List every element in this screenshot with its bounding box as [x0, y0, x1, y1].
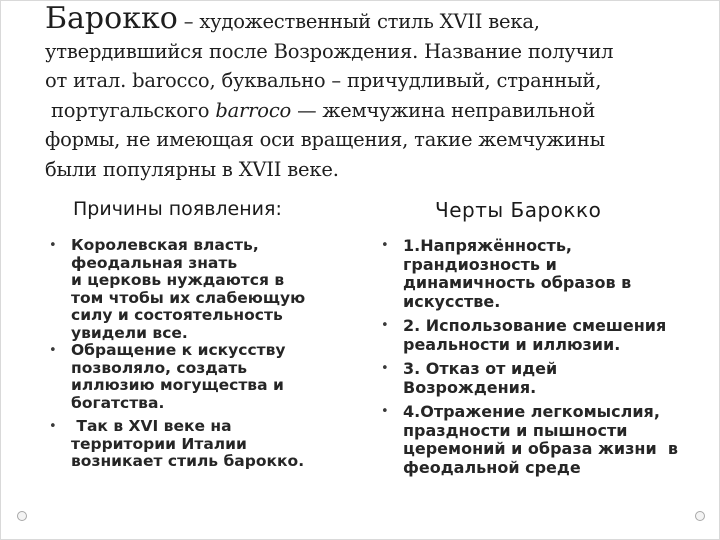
features-item-line: искусстве.: [403, 291, 501, 311]
features-item-line: 1.Напряжённость,: [403, 236, 573, 255]
features-item-line: 2. Использование смешения: [403, 316, 667, 335]
features-item-line: феодальной среде: [403, 457, 581, 477]
bullet-icon: •: [381, 404, 389, 419]
features-item-line: Возрождения.: [403, 377, 537, 397]
reasons-item-line: позволяло, создать: [71, 358, 248, 377]
reasons-item-line: возникает стиль барокко.: [71, 452, 305, 470]
bullet-icon: •: [49, 238, 57, 253]
reasons-list: [49, 236, 361, 471]
features-item-line: 3. Отказ от идей: [403, 359, 558, 378]
intro-line-2: утвердившийся после Возрождения. Название получил: [45, 39, 614, 63]
bullet-icon: •: [49, 419, 57, 434]
reasons-item-line: силу и состоятельность: [71, 306, 283, 324]
reasons-item-line: феодальная знать: [71, 253, 238, 272]
reasons-item-line: и церковь нуждаются в: [71, 271, 285, 289]
bullet-icon: •: [381, 318, 389, 333]
features-item-line: 4.Отражение легкомыслия,: [403, 402, 660, 421]
corner-dot-icon: [17, 511, 27, 521]
reasons-item-line: иллюзию могущества и: [71, 376, 284, 394]
reasons-item-line: увидели все.: [71, 323, 188, 342]
features-item-line: грандиозность и: [403, 254, 557, 274]
bullet-icon: •: [381, 361, 389, 376]
features-item: [381, 236, 713, 311]
term-baroque: Барокко: [45, 1, 178, 36]
intro-line-1: [45, 3, 705, 37]
intro-italic-word: barroco: [215, 98, 292, 122]
features-item: [381, 402, 713, 477]
reasons-heading: Причины появления:: [73, 198, 282, 220]
reasons-item: [49, 417, 361, 471]
reasons-item-line: том чтобы их слабеющую: [71, 288, 306, 307]
intro-line-4-start: португальского: [51, 98, 216, 122]
features-item: [381, 316, 713, 354]
reasons-item-line: Так в XVI веке на: [71, 417, 232, 435]
features-item-line: динамичность образов в: [403, 273, 632, 292]
reasons-item: [49, 236, 361, 342]
bullet-icon: •: [381, 238, 389, 253]
corner-dot-icon: [695, 511, 705, 521]
reasons-item-line: Обращение к искусству: [71, 341, 286, 359]
features-list: [381, 236, 713, 477]
intro-line-5: формы, не имеющая оси вращения, такие жемчужины: [45, 128, 605, 151]
reasons-item-line: богатства.: [71, 393, 165, 412]
features-item-line: реальности и иллюзии.: [403, 334, 621, 354]
intro-line-3: от итал. barocco, буквально – причудливый, странный,: [45, 69, 602, 92]
reasons-item: [49, 341, 361, 412]
reasons-item-line: Королевская власть,: [71, 236, 259, 254]
intro-paragraph: [45, 3, 705, 184]
features-item-line: церемоний и образа жизни в: [403, 439, 678, 458]
features-heading: Черты Барокко: [435, 198, 602, 222]
intro-line-1-rest: – художественный стиль XVII века,: [177, 10, 540, 33]
reasons-item-line: территории Италии: [71, 434, 247, 453]
features-item: [381, 359, 713, 397]
features-item-line: праздности и пышности: [403, 420, 628, 440]
intro-line-6: были популярны в XVII веке.: [45, 157, 339, 181]
intro-line-4: [45, 96, 705, 126]
intro-line-4-end: — жемчужина неправильной: [291, 98, 596, 122]
bullet-icon: •: [49, 343, 57, 358]
